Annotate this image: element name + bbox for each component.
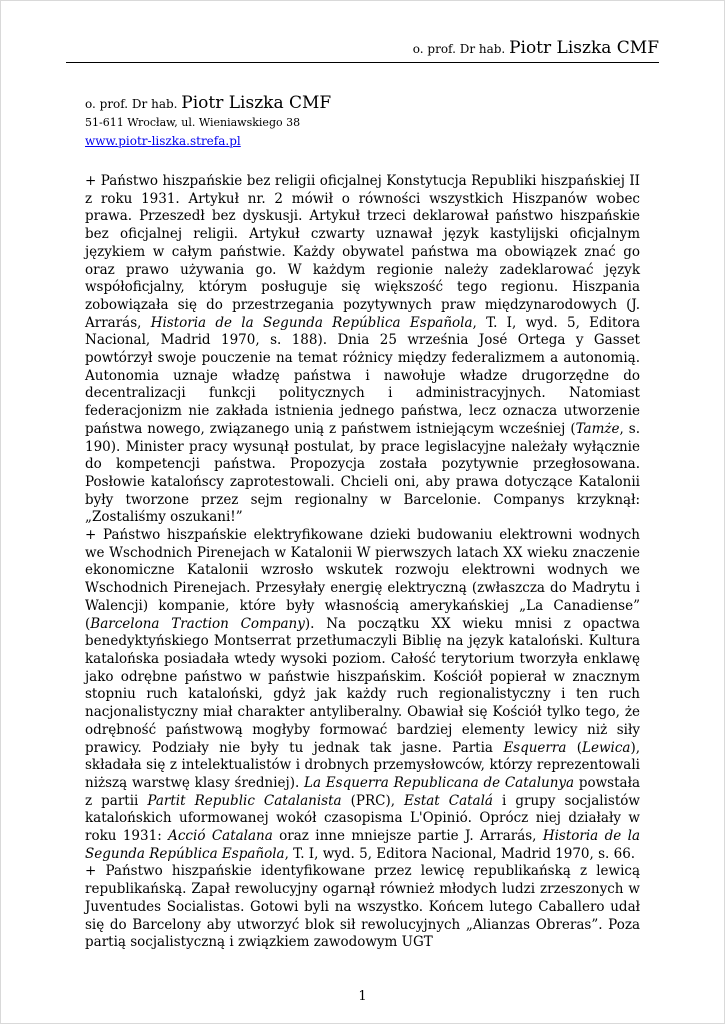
text-segment: i grupy socjalistów katalońskich uformowanej wokół czasopisma L'Opinió. Oprócz niej działały w roku 1931: (85, 792, 640, 845)
text-segment-italic: Estat Catalá (404, 792, 493, 809)
text-segment-italic: Partit Republic Catalanista (147, 792, 342, 809)
paragraph (85, 863, 640, 952)
running-header-prefix: o. prof. Dr hab. (412, 42, 510, 56)
text-segment: oraz inne mniejsze partie J. Arrarás, (272, 828, 543, 845)
text-segment-italic: Historia de la Segunda República Española (150, 314, 473, 331)
running-header (85, 38, 659, 59)
text-segment: , T. I, wyd. 5, Editora Nacional, Madrid 1970, s. 188). Dnia 25 września José Ortega y Gasset powtórzył swoje pouczenie na temat różnicy między federalizmem a autonomią. Autonomia uznaje władzę państwa i nawołuje władze drugorzędne do decentralizacji funkcji politycznych i administracyjnych. Natomiast federacjonizm nie zakłada istnienia jednego państwa, lecz oznacza utworzenie państwa nowego, związanego unią z państwem istniejącym wcześniej ( (85, 314, 641, 437)
author-block (85, 93, 640, 149)
header-rule (66, 62, 659, 63)
website-link[interactable]: www.piotr-liszka.strefa.pl (85, 134, 241, 148)
text-segment-italic: Lewica (582, 739, 631, 756)
page-number: 1 (358, 989, 367, 1004)
text-segment: + Państwo hiszpańskie elektryfikowane dzieki budowaniu elektrowni wodnych we Wschodnich Pirenejach w Katalonii W pierwszych latach XX wieku znaczenie ekonomiczne Katalonii wzrosło wskutek rozwoju elektrowni wodnych we Wschodnich Pirenejach. Przesyłały energię elektryczną (zwłaszcza do Madrytu i Walencji) kompanie, które były własnością amerykańskiej „La Canadiense” ( (85, 527, 640, 632)
text-segment: powstała z partii (85, 774, 640, 809)
text-segment-italic: La Esquerra Republicana de Catalunya (304, 774, 575, 791)
text-segment: ). Na początku XX wieku mnisi z opactwa benedyktyńskiego Montserrat przetłumaczyli Biblię na język kataloński. Kultura katalońska posiadała wtedy wysoki poziom. Całość terytorium tworzyła enklawę jako odrębne państwo w państwie hiszpańskim. Kościół popierał w znacznym stopniu ruch kataloński, gdyż jak każdy ruch regionalistyczny i ten ruch nacjonalistyczny miał charakter antyliberalny. Obawiał się Kościół tylko tego, że odrębność państwową mogłyby formować bardziej elementy lewicy niż siły prawicy. Podziały nie były tu jednak tak jasne. Partia (85, 615, 640, 756)
text-segment-italic: Acció Catalana (168, 828, 273, 845)
text-segment-italic: Barcelona Traction Company (90, 615, 305, 632)
paragraph (85, 527, 640, 863)
text-segment: ), składała się z intelektualistów i drobnych przemysłowców, którzy reprezentowali niższą warstwę klasy średniej). (85, 739, 641, 791)
running-header-name: Piotr Liszka CMF (509, 38, 659, 58)
text-segment: (PRC), (341, 792, 405, 809)
text-segment: , s. 190). Minister pracy wysunął postulat, by prace legislacyjne należały wyłącznie do kompetencji państwa. Propozycja została pozytywnie przegłosowana. Posłowie katalońscy zaprotestowali. Chcieli oni, aby prawa dotyczące Katalonii były tworzone przez sejm regionalny w Barcelonie. Companys krzyknął: „Zostaliśmy oszukani!” (85, 420, 640, 526)
body-text (85, 173, 640, 952)
text-segment: ( (566, 739, 583, 756)
text-segment-italic: Tamże (575, 420, 620, 437)
text-segment-italic: Esquerra (503, 739, 567, 756)
text-segment: , T. I, wyd. 5, Editora Nacional, Madrid 1970, s. 66. (284, 845, 636, 862)
author-prefix: o. prof. Dr hab. (85, 97, 182, 111)
text-segment: + Państwo hiszpańskie identyfikowane przez lewicę republikańską z lewicą republikańską. Zapał rewolucyjny ogarnął również młodych ludzi zrzeszonych w Juventudes Socialistas. Gotowi byli na wszystko. Końcem lutego Caballero udał się do Barcelony aby utworzyć blok sił rewolucyjnych „Alianzas Obreras”. Poza partią socjalistyczną i związkiem zawodowym UGT (85, 863, 640, 951)
author-address: 51-611 Wrocław, ul. Wieniawskiego 38 (85, 116, 301, 129)
paragraph (85, 173, 640, 527)
author-name-line (85, 93, 640, 114)
author-name: Piotr Liszka CMF (181, 93, 332, 113)
text-segment-italic: Historia de la Segunda República Española (85, 828, 640, 862)
text-segment: + Państwo hiszpańskie bez religii oficjalnej Konstytucja Republiki hiszpańskiej II z roku 1931. Artykuł nr. 2 mówił o równości wszystkich Hiszpanów wobec prawa. Przeszedł bez dyskusji. Artykuł trzeci deklarował państwo hiszpańskie bez oficjalnej religii. Artykuł czwarty uznawał język kastylijski oficjalnym językiem w całym państwie. Każdy obywatel państwa ma obowiązek znać go oraz prawo używania go. W każdym regionie należy zadeklarować język współoficjalny, którym posługuje się większość tego regionu. Hiszpania zobowiązała się do przestrzegania pozytywnych praw międzynarodowych (J. Arrarás, (85, 173, 640, 331)
